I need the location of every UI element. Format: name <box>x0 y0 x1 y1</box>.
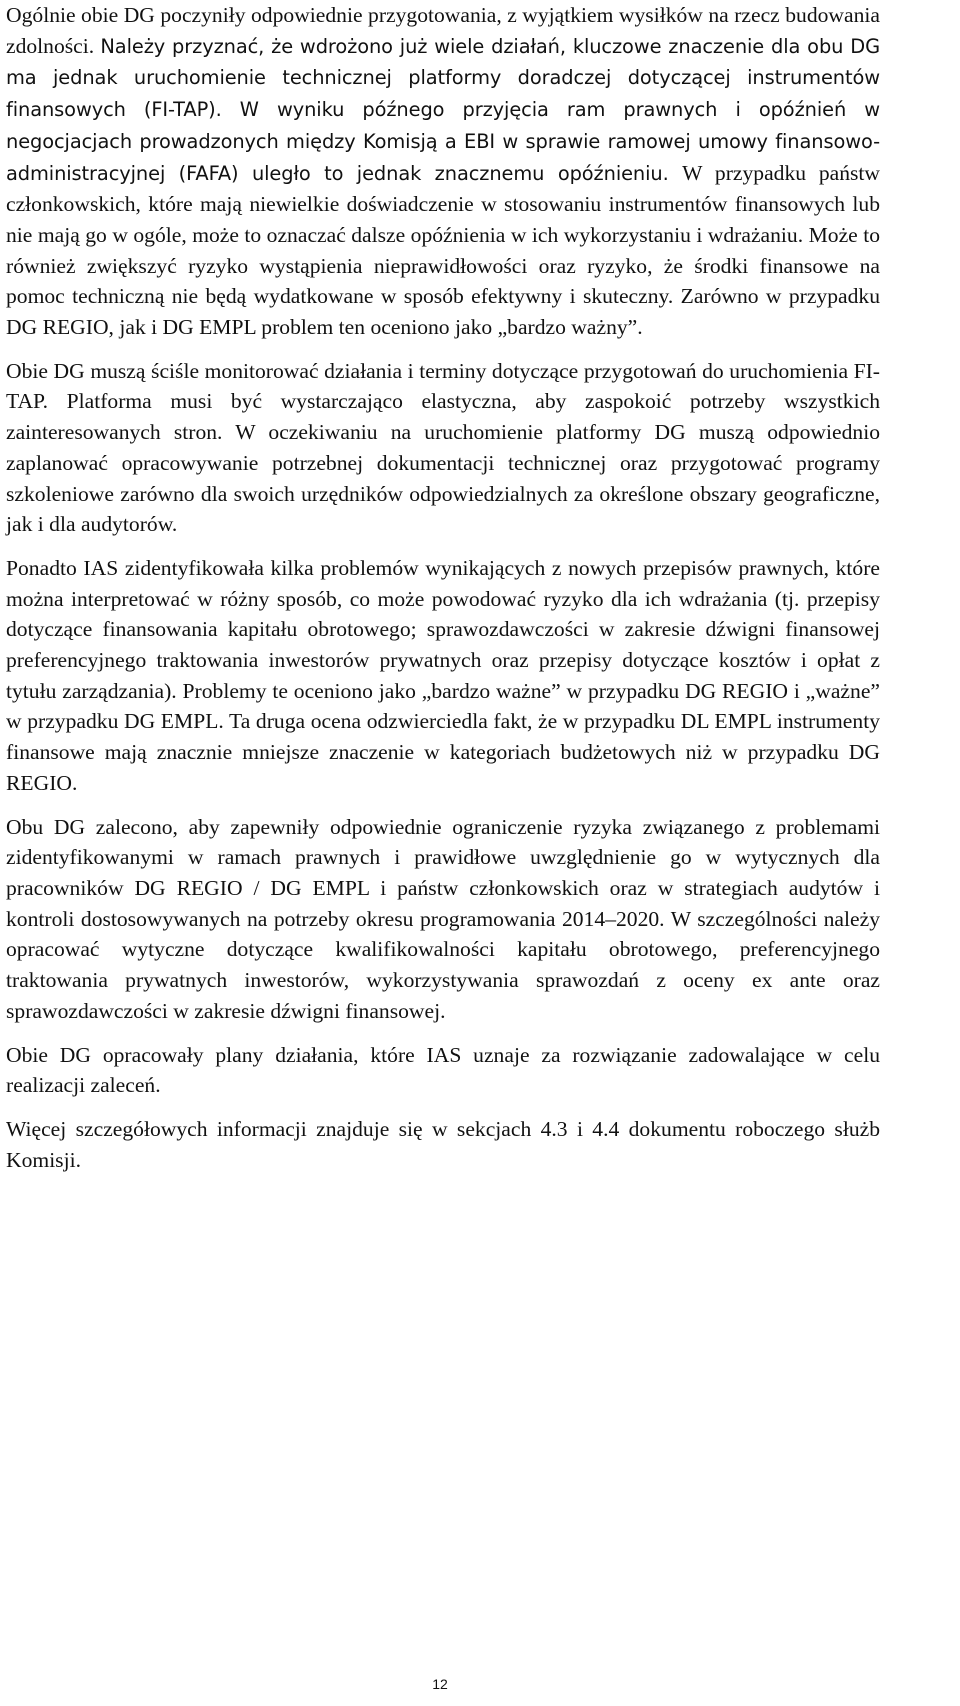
paragraph-1 <box>6 0 880 343</box>
paragraph-4-text: Obu DG zalecono, aby zapewniły odpowiednie ograniczenie ryzyka związanego z problemami zidentyfikowanymi w ramach prawnych i prawidłowe uwzględnienie go w wytycznych dla pracowników DG REGIO / DG EMPL i państw członkowskich oraz w strategiach audytów i kontroli dostosowywanych na potrzeby okresu programowania 2014–2020. W szczególności należy opracować wytyczne dotyczące kwalifikowalności kapitału obrotowego, preferencyjnego traktowania prywatnych inwestorów, wykorzystywania sprawozdań z oceny ex ante oraz sprawozdawczości w zakresie dźwigni finansowej. <box>6 814 880 1023</box>
paragraph-5-text: Obie DG opracowały plany działania, które IAS uznaje za rozwiązanie zadowalające w celu realizacji zaleceń. <box>6 1042 880 1098</box>
paragraph-6-text: Więcej szczegółowych informacji znajduje się w sekcjach 4.3 i 4.4 dokumentu roboczego służb Komisji. <box>6 1116 880 1172</box>
document-page <box>6 0 880 1175</box>
paragraph-4 <box>6 812 880 1027</box>
paragraph-3-text: Ponadto IAS zidentyfikowała kilka problemów wynikających z nowych przepisów prawnych, które można interpretować w różny sposób, co może powodować ryzyko dla ich wdrażania (tj. przepisy dotyczące finansowania kapitału obrotowego; sprawozdawczości w zakresie dźwigni finansowej preferencyjnego traktowania inwestorów prywatnych oraz przepisy dotyczące kosztów i opłat z tytułu zarządzania). Problemy te oceniono jako „bardzo ważne” w przypadku DG REGIO i „ważne” w przypadku DG EMPL. Ta druga ocena odzwierciedla fakt, że w przypadku DL EMPL instrumenty finansowe mają znacznie mniejsze znaczenie w kategoriach budżetowych niż w przypadku DG REGIO. <box>6 555 880 795</box>
page-number: 12 <box>432 1676 448 1692</box>
paragraph-2 <box>6 356 880 540</box>
paragraph-2-text: Obie DG muszą ściśle monitorować działania i terminy dotyczące przygotowań do uruchomienia FI-TAP. Platforma musi być wystarczająco elastyczna, aby zaspokoić potrzeby wszystkich zainteresowanych stron. W oczekiwaniu na uruchomienie platformy DG muszą odpowiednio zaplanować opracowywanie potrzebnej dokumentacji technicznej oraz przygotować programy szkoleniowe zarówno dla swoich urzędników odpowiedzialnych za określone obszary geograficzne, jak i dla audytorów. <box>6 358 880 537</box>
paragraph-1-text-a: Ogólnie obie DG poczyniły odpowiednie przygotowania, z wyjątkiem wysiłków na rzecz budowania zdolności. <box>6 3 880 58</box>
paragraph-5 <box>6 1040 880 1101</box>
paragraph-6 <box>6 1114 880 1175</box>
paragraph-1-text-b: Należy przyznać, że wdrożono już wiele działań, kluczowe znaczenie dla obu DG ma jednak uruchomienie technicznej platformy doradczej dotyczącej instrumentów finansowych (FI-TAP). W wyniku późnego przyjęcia ram prawnych i opóźnień w negocjacjach prowadzonych między Komisją a EBI w sprawie ramowej umowy finansowo-administracyjnej (FAFA) uległo to jednak znacznemu opóźnieniu. <box>6 34 880 185</box>
paragraph-1-text-c: W przypadku państw członkowskich, które mają niewielkie doświadczenie w stosowaniu instrumentów finansowych lub nie mają go w ogóle, może to oznaczać dalsze opóźnienia w ich wykorzystaniu i wdrażaniu. Może to również zwiększyć ryzyko wystąpienia nieprawidłowości oraz ryzyko, że środki finansowe na pomoc techniczną nie będą wydatkowane w sposób efektywny i skuteczny. Zarówno w przypadku DG REGIO, jak i DG EMPL problem ten oceniono jako „bardzo ważny”. <box>6 160 881 340</box>
paragraph-3 <box>6 553 880 799</box>
